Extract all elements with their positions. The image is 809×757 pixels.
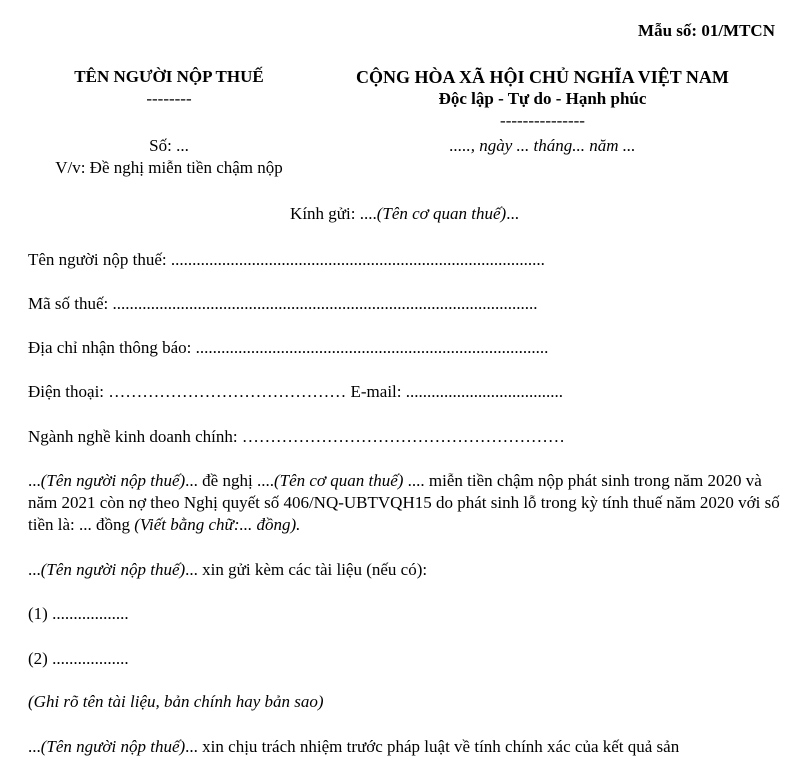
date-line: ....., ngày ... tháng... năm ...: [449, 136, 636, 155]
recipient-authority: (Tên cơ quan thuế): [376, 204, 507, 223]
attachments-intro: [28, 560, 427, 580]
resp-body: ... xin chịu trách nhiệm trước pháp luật về tính chính xác của kết quả sản: [185, 737, 680, 756]
attachment-note: (Ghi rõ tên tài liệu, bản chính hay bản sao): [28, 692, 324, 711]
taxpayer-header-title: TÊN NGƯỜI NỘP THUẾ: [74, 67, 264, 86]
phone-email-field: Điện thoại: …………………………………… E-mail: .....................................: [28, 382, 563, 401]
document-number: Số: ...: [149, 136, 189, 155]
request-mid: ... đề nghị ....: [185, 471, 274, 490]
request-paragraph: [28, 470, 780, 536]
national-motto: Độc lập - Tự do - Hạnh phúc: [438, 89, 647, 108]
document-subject: V/v: Đề nghị miễn tiền chậm nộp: [55, 158, 283, 177]
recipient-suffix: ...: [506, 204, 519, 223]
request-taxpayer: (Tên người nộp thuế): [40, 471, 186, 490]
request-authority: (Tên cơ quan thuế): [273, 471, 404, 490]
responsibility-line: [28, 737, 679, 757]
attachment-item-1: (1) ..................: [28, 604, 129, 623]
attach-body: ... xin gửi kèm các tài liệu (nếu có):: [185, 560, 428, 579]
attach-lead: ...: [28, 560, 41, 579]
national-title: CỘNG HÒA XÃ HỘI CHỦ NGHĨA VIỆT NAM: [356, 67, 729, 87]
request-lead: ...: [28, 471, 41, 490]
business-field: Ngành nghề kinh doanh chính: …………………………………………………: [28, 427, 565, 446]
left-header-rule: --------: [146, 89, 192, 108]
resp-lead: ...: [28, 737, 41, 756]
attach-taxpayer: (Tên người nộp thuế): [40, 560, 186, 579]
resp-taxpayer: (Tên người nộp thuế): [40, 737, 186, 756]
address-field: Địa chỉ nhận thông báo: ...................................................................................: [28, 338, 549, 357]
form-code: Mẫu số: 01/MTCN: [638, 21, 775, 40]
request-amount-words: (Viết bằng chữ:... đồng).: [134, 515, 301, 534]
tax-code-field: Mã số thuế: ....................................................................................................: [28, 294, 538, 313]
recipient-line: [0, 204, 809, 224]
request-body: .... miễn tiền chậm nộp phát sinh trong năm 2020 và năm 2021 còn nợ theo Nghị quyết số 406/NQ-UBTVQH15 do phát sinh lỗ trong kỳ tính thuế năm 2020 với số tiền là: ... đồng: [28, 471, 780, 534]
attachment-item-2: (2) ..................: [28, 649, 129, 668]
recipient-prefix: Kính gửi: ....: [290, 204, 377, 223]
right-header-rule: ---------------: [500, 111, 585, 130]
taxpayer-name-field: Tên người nộp thuế: ........................................................................................: [28, 250, 545, 269]
